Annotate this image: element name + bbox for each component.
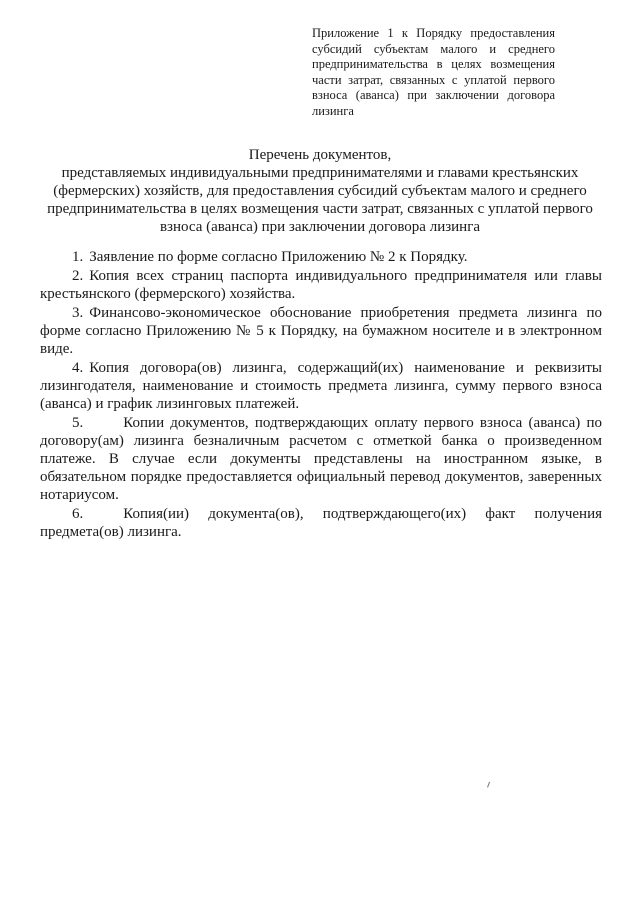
list-item-text: Копии документов, подтверждающих оплату первого взноса (аванса) по договору(ам) лизинга безналичным расчетом с отметкой банка о произведенном платеже. В случае если документы представлены на иностранном языке, в обязательном порядке предоставляется официальный перевод документов, заверенных нотариусом. [40,415,602,503]
list-item-text: Заявление по форме согласно Приложению № 2 к Порядку. [89,249,468,265]
list-item-text: Копия(ии) документа(ов), подтверждающего(их) факт получения предмета(ов) лизинга. [40,506,602,540]
document-title [40,146,600,236]
title-main: Перечень документов, [248,147,392,163]
document-list [40,248,602,542]
list-item [40,304,602,358]
list-item [40,359,602,413]
appendix-note: Приложение 1 к Порядку предоставления субсидий субъектам малого и среднего предпринимательства в целях возмещения части затрат, связанных с уплатой первого взноса (аванса) при заключении договора лизинга [312,26,555,118]
list-item-text: Копия всех страниц паспорта индивидуального предпринимателя или главы крестьянского (фермерского) хозяйства. [40,268,602,302]
stray-mark [487,782,492,789]
list-item-text: Финансово-экономическое обоснование приобретения предмета лизинга по форме согласно Приложению № 5 к Порядку, на бумажном носителе и в электронном виде. [40,305,602,357]
list-item [40,267,602,303]
list-item [40,414,602,504]
list-item-number: 6. [72,506,84,522]
list-item-number: 2. [72,268,84,284]
list-item-number: 1. [72,249,84,265]
list-item-number: 3. [72,305,84,321]
list-item [40,505,602,541]
list-item [40,248,602,266]
title-subtitle: представляемых индивидуальными предпринимателями и главами крестьянских (фермерских) хозяйств, для предоставления субсидий субъектам малого и среднего предпринимательства в целях возмещения части затрат, связанных с уплатой первого взноса (аванса) при заключении договора лизинга [47,165,593,235]
list-item-number: 5. [72,415,84,431]
list-item-text: Копия договора(ов) лизинга, содержащий(их) наименование и реквизиты лизингодателя, наименование и стоимость предмета лизинга, сумму первого взноса (аванса) и график лизинговых платежей. [40,360,602,412]
list-item-number: 4. [72,360,84,376]
